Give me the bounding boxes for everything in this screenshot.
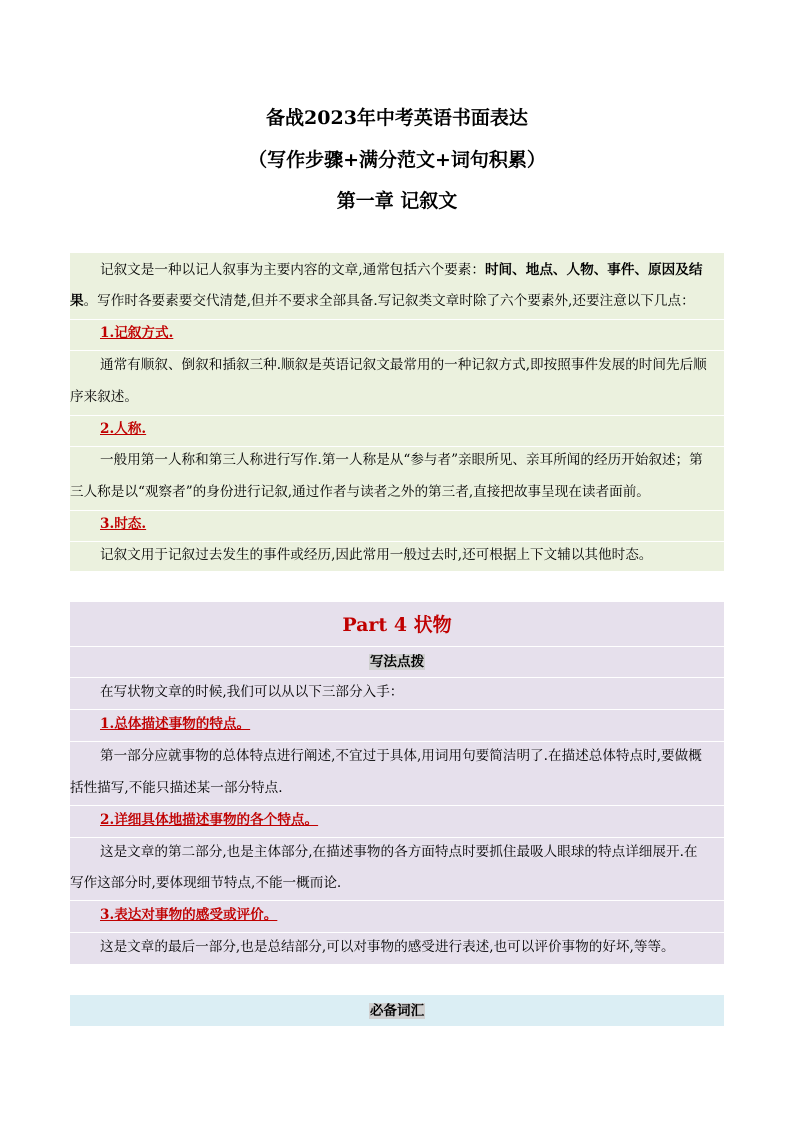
six-elements-end: 果 (70, 293, 84, 309)
writing-tips-heading: 写法点拨 (369, 654, 425, 670)
part-4-box (70, 602, 724, 964)
step-1-title: 1.总体描述事物的特点。 (100, 716, 251, 732)
chapter-heading: 第一章 记叙文 (336, 190, 458, 212)
step-2-line-1: 这是文章的第二部分,也是主体部分,在描述事物的各方面特点时要抓住最吸人眼球的特点详细展开.在 (100, 844, 698, 860)
point-3-line-1: 记叙文用于记叙过去发生的事件或经历,因此常用一般过去时,还可根据上下文辅以其他时态。 (100, 547, 653, 563)
part-title: Part 4 状物 (342, 614, 452, 636)
step-2-title: 2.详细具体地描述事物的各个特点。 (100, 812, 319, 828)
intro-text-cont: 。写作时各要素要交代清楚,但并不要求全部具备.写记叙类文章时除了六个要素外,还要注意以下几点： (83, 293, 695, 309)
point-2-title: 2.人称. (100, 421, 147, 437)
point-3-title: 3.时态. (100, 516, 147, 532)
point-1-line-1: 通常有顺叙、倒叙和插叙三种.顺叙是英语记叙文最常用的一种记叙方式,即按照事件发展的时间先后顺 (100, 357, 707, 373)
narrative-intro-box (70, 253, 724, 571)
step-3-line-1: 这是文章的最后一部分,也是总结部分,可以对事物的感受进行表述,也可以评价事物的好坏,等等。 (100, 939, 675, 955)
vocabulary-heading: 必备词汇 (369, 1003, 425, 1019)
intro-line-1 (70, 260, 724, 280)
step-3-title: 3.表达对事物的感受或评价。 (100, 907, 278, 923)
part-intro: 在写状物文章的时候,我们可以从以下三部分入手： (100, 684, 404, 700)
six-elements-text: 时间、地点、人物、事件、原因及结 (484, 262, 703, 278)
step-2-line-2: 写作这部分时,要体现细节特点,不能一概而论. (70, 875, 342, 891)
step-1-line-1: 第一部分应就事物的总体特点进行阐述,不宜过于具体,用词用句要简洁明了.在描述总体特点时,要做概 (100, 748, 702, 764)
vocabulary-box (70, 995, 724, 1026)
intro-line-2 (70, 291, 724, 311)
point-1-title: 1.记叙方式. (100, 325, 174, 341)
intro-text: 记叙文是一种以记人叙事为主要内容的文章,通常包括六个要素： (100, 262, 485, 278)
point-1-line-2: 序来叙述。 (70, 389, 138, 405)
document-title: 备战2023年中考英语书面表达 (266, 107, 528, 129)
point-2-line-2: 三人称是以“观察者”的身份进行记叙,通过作者与读者之外的第三者,直接把故事呈现在读者面前。 (70, 484, 650, 500)
step-1-line-2: 括性描写,不能只描述某一部分特点. (70, 780, 283, 796)
document-subtitle: （写作步骤+满分范文+词句积累） (248, 149, 546, 171)
point-2-line-1: 一般用第一人称和第三人称进行写作.第一人称是从“参与者”亲眼所见、亲耳所闻的经历开始叙述；第 (100, 452, 703, 468)
